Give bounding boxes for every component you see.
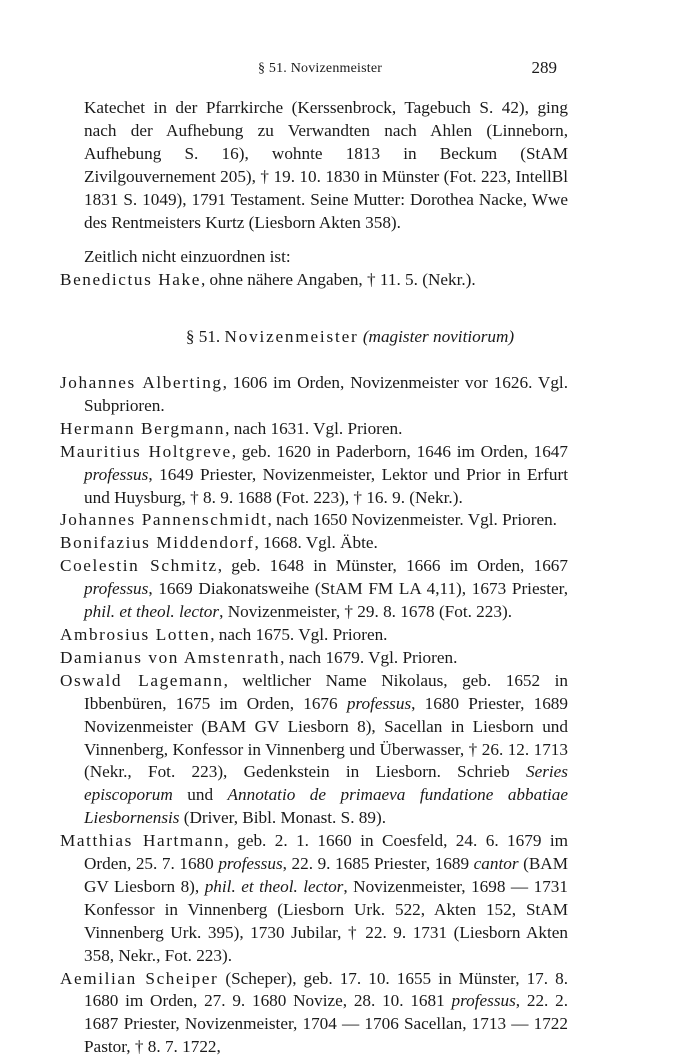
paragraph-continuation <box>60 97 568 234</box>
latin-term: professus <box>84 579 149 599</box>
entry-benedictus-hake <box>60 269 568 292</box>
latin-term: professus <box>451 991 516 1011</box>
paragraph-zeitlich <box>60 246 568 269</box>
person-name: Aemilian Scheiper <box>60 968 219 988</box>
monk-entry <box>60 830 568 967</box>
person-name: Coelestin Schmitz <box>60 556 218 576</box>
monk-entry <box>60 441 568 510</box>
person-name: Oswald Lagemann <box>60 670 224 690</box>
entry-text: , nach 1650 Novizenmeister. Vgl. Prioren. <box>267 510 557 530</box>
entry-text: , geb. 1648 in Münster, 1666 im Orden, 1667 <box>217 556 568 576</box>
entry-text: , 1680 Priester, 1689 Novizenmeister (BAM GV Liesborn 8), Sacellan in Liesborn und Vinnenberg, Konfessor in Vinnenberg und Überwasser, † 26. 12. 1713 (Nekr., Fot. 223), Gedenkstein in Liesborn. Schrieb <box>84 693 568 782</box>
person-name: Johannes Alberting <box>60 373 223 392</box>
entry-text: und <box>172 785 228 805</box>
continuation-block <box>60 97 568 292</box>
entry-text: , Novizenmeister, 1698 — 1731 Konfessor in Vinnenberg (Liesborn Urk. 522, Akten 152, StAM Vinnenberg Urk. 395), 1730 Jubilar, † 22. 9. 1731 (Liesborn Akten 358, Nekr., Fot. 223). <box>84 876 568 965</box>
entry-text: , ohne nähere Angaben, † 11. 5. (Nekr.). <box>200 270 476 290</box>
latin-term: Annotatio de primaeva fundatione abbatiae Liesbornensis <box>84 785 568 828</box>
page-header <box>0 57 700 81</box>
latin-term: professus <box>218 854 283 874</box>
entry-text: Katechet in der Pfarrkirche (Kerssenbrock, Tagebuch S. 42), ging nach der Aufhebung zu Verwandten nach Ahlen (Linneborn, Aufhebung S. 16), wohnte 1813 in Beckum (StAM Zivilgouvernement 205), † 19. 10. 1830 in Münster (Fot. 223, IntellBl 1831 S. 1049), 1791 Testament. Seine Mutter: Dorothea Nacke, Wwe des Rentmeisters Kurtz (Liesborn Akten 358). <box>84 98 568 232</box>
latin-term: phil. et theol. lector <box>204 876 344 896</box>
person-name: Benedictus Hake <box>60 270 201 290</box>
monk-entry <box>60 555 568 624</box>
entry-text: (BAM GV Liesborn 8), <box>84 854 568 896</box>
monk-entry <box>60 647 568 670</box>
monk-entry <box>60 532 568 555</box>
person-name: Bonifazius Middendorf <box>60 533 255 553</box>
section-heading <box>0 327 700 347</box>
entry-text: , 1606 im Orden, Novizenmeister vor 1626. Vgl. Subprioren. <box>84 373 569 415</box>
latin-term: professus <box>346 693 412 713</box>
entry-text: (Driver, Bibl. Monast. S. 89). <box>179 808 387 828</box>
entry-text: , Novizenmeister, † 29. 8. 1678 (Fot. 223). <box>219 602 512 622</box>
person-name: Damianus von Amstenrath <box>60 647 281 667</box>
entry-text: Zeitlich nicht einzuordnen ist: <box>84 247 291 267</box>
running-head: § 51. Novizenmeister <box>258 61 383 76</box>
person-name: Matthias Hartmann <box>60 831 225 851</box>
latin-term: professus <box>84 464 149 484</box>
entry-text: , nach 1679. Vgl. Prioren. <box>280 647 458 667</box>
monk-entry <box>60 968 568 1059</box>
entry-text: , 1649 Priester, Novizenmeister, Lektor und Prior in Erfurt und Huysburg, † 8. 9. 1688 (Fot. 223), † 16. 9. (Nekr.). <box>84 464 568 507</box>
monk-entry <box>60 670 568 830</box>
section-number: § 51. <box>185 327 225 346</box>
entry-text: , geb. 2. 1. 1660 in Coesfeld, 24. 6. 1679 im Orden, 25. 7. 1680 <box>84 831 568 874</box>
person-name: Hermann Bergmann <box>60 418 226 438</box>
entry-text: , 22. 9. 1685 Priester, 1689 <box>282 854 474 874</box>
person-name: Mauritius Holtgreve <box>60 441 232 461</box>
person-name: Ambrosius Lotten <box>60 624 211 644</box>
monk-entry <box>60 624 568 647</box>
entry-text: (Scheper), geb. 17. 10. 1655 in Münster, 17. 8. 1680 im Orden, 27. 9. 1680 Novize, 28. 10. 1681 <box>84 968 568 1011</box>
page-number: 289 <box>531 58 557 77</box>
entry-text: , nach 1631. Vgl. Prioren. <box>225 418 403 438</box>
latin-term: Series episcoporum <box>84 762 568 805</box>
entry-list <box>60 372 568 1059</box>
person-name: Johannes Pannenschmidt <box>60 510 268 530</box>
entry-text: , 1668. Vgl. Äbte. <box>254 533 378 553</box>
entry-text: , geb. 1620 in Paderborn, 1646 im Orden, 1647 <box>231 441 568 461</box>
monk-entry <box>60 509 568 532</box>
monk-entry <box>60 418 568 441</box>
section-subtitle: (magister novitiorum) <box>362 327 515 346</box>
entry-text: , weltlicher Name Nikolaus, geb. 1652 in Ibbenbüren, 1675 im Orden, 1676 <box>84 670 568 713</box>
latin-term: phil. et theol. lector <box>84 602 220 622</box>
section-name: Novizenmeister <box>224 327 359 346</box>
entry-text: , nach 1675. Vgl. Prioren. <box>210 624 388 644</box>
latin-term: cantor <box>473 854 519 874</box>
entry-text: , 1669 Diakonatsweihe (StAM FM LA 4,11), 1673 Priester, <box>148 579 568 599</box>
entry-text: , 22. 2. 1687 Priester, Novizenmeister, 1704 — 1706 Sacellan, 1713 — 1722 Pastor, † 8. 7. 1722, <box>84 991 569 1057</box>
monk-entry <box>60 372 568 418</box>
